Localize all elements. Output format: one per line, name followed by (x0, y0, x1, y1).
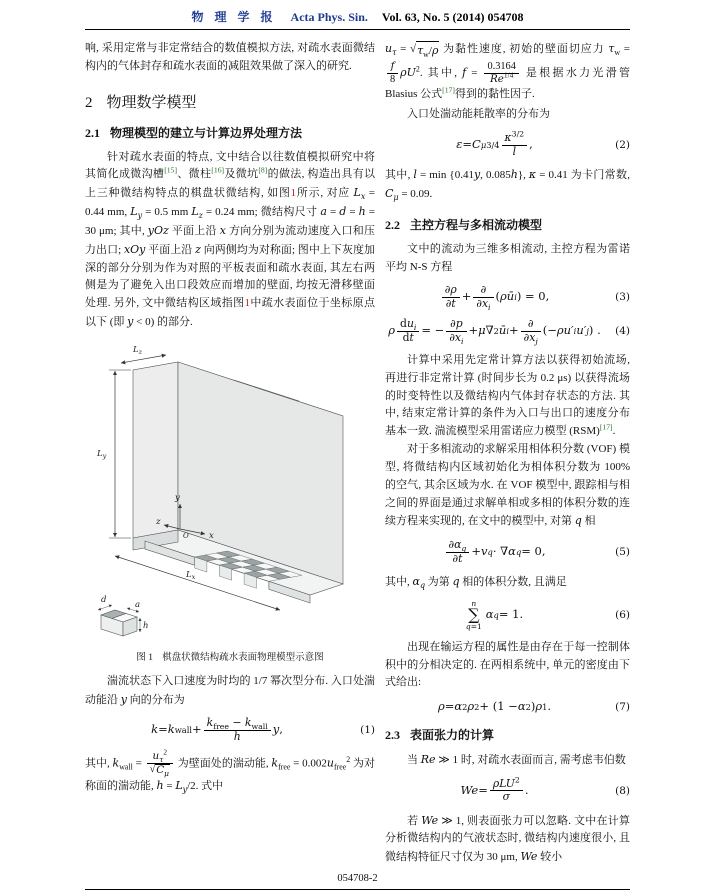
citation-ref[interactable]: [15] (164, 165, 178, 175)
unit-cell-detail (98, 605, 140, 636)
citation-ref[interactable]: [17] (442, 84, 455, 94)
paragraph-turbulence-inlet: 湍流状态下入口速度为时均的 1/7 幂次型分布. 入口处湍动能沿 y 向的分布为 (85, 674, 375, 706)
paragraph-steady-method: 计算中采用先定常计算方法以获得初始流场, 再进行非定常计算 (时间步长为 0.2 μs) 以获得流场的时变特性以及微结构内气体封存状态的方法. 其中, 结束定常计算的条件为入口与出口的速度分布基本一致. 湍流模型采用雷诺应力模型 (RSM)[17]. (385, 354, 630, 438)
figure-1-diagram (85, 344, 375, 642)
subsection-heading-2-2: 2.2 主控方程与多相流动模型 (385, 217, 543, 232)
equation-4: ρ $\frac{du_i}{dt}$ = − $\frac{\partial p}{\partial x_i}$ + μ ∇ 2 ū i + $\frac{\partial}{\partial x_j}$ (− ρu′ i u′ j ) . (4) (388, 317, 630, 346)
equation-1-number: (1) (360, 724, 375, 737)
origin-label: O (183, 531, 189, 540)
axis-z-label: z (156, 516, 161, 527)
figure-1 (85, 344, 375, 647)
svg-text:Lx: $L_x$ (186, 569, 196, 581)
cube-h-label: h (143, 620, 149, 631)
cube-a-label: a (135, 599, 141, 610)
svg-text:Ly: $L_y$ (97, 448, 107, 460)
equation-8-number: (8) (615, 784, 630, 797)
dimension-Ly (96, 370, 131, 538)
two-column-body (85, 40, 630, 867)
page-header (85, 8, 630, 30)
paragraph-kwall: 其中, $k_{wall}$ = $u_\tau^2$ √ $C_\mu$ 为壁面处的湍动能, $k_{free} = 0.002u_{free}^2$ 为对称面的湍动能, $h = L_y/2$. 式中 (85, 747, 375, 795)
equation-4-number: (4) (615, 325, 630, 338)
paragraph-alpha: 其中, $\alpha_q$ 为第 q 相的体积分数, 且满足 (385, 574, 567, 591)
paragraph-weber: 若 We ≫ 1, 则表面张力可以忽略. 文中在计算分析微结构内的气液状态时, 微结构内速度很小, 且微结构特征尺寸仅为 30 μm, We 较小 (385, 813, 631, 864)
axis-x-label: x (209, 530, 214, 541)
journal-issue-info: Vol. 63, No. 5 (2014) 054708 (381, 10, 524, 24)
paragraph-model-description: 针对疏水表面的特点, 文中结合以往数值模拟研究中将其简化成微沟槽[15]、微柱[16]及微坑[8]的做法, 构造出具有以上三种微结构特点的棋盘状微结构, 如图1所示, 对应 $L_x = 0.44$ mm, $L_y = 0.5$ mm $L_z = 0.24$ mm; 微结构尺寸 a = d = h = 30 μm; 其中, yOz 平面上沿 x 方向分别为流动速度入口和压力出口; xOy 平面上沿 z 向两侧均为对称面; 图中上下灰度加深的部分分别为作为对照的平板表面和疏水表面, 其左右两侧是为了避免入出口段效应而增加的壁面, 均按无滑移壁面处理. 另外, 文中微结构区域指图1中疏水表面位于坐标原点以下 (即 y < 0) 的部分. (85, 150, 376, 328)
citation-ref[interactable]: [8] (258, 165, 268, 175)
page-number: 054708-2 (337, 873, 378, 884)
journal-title-en: Acta Phys. Sin. (290, 10, 368, 24)
citation-ref[interactable]: [17] (599, 422, 613, 432)
figure-link[interactable]: 1 (244, 297, 250, 310)
inlet-face (133, 362, 178, 538)
page-footer (85, 873, 630, 890)
paragraph-density: 出现在输运方程的属性是由存在于每一控制体积中的分相决定的. 在两相系统中, 单元的密度由下式给出: (385, 640, 630, 689)
equation-3: $\frac{\partial\rho}{\partial t}$ + $\frac{\partial}{\partial x_i}$ ( ρū i ) = 0, (3) (385, 284, 630, 310)
right-column (385, 40, 630, 867)
equation-3-number: (3) (615, 291, 630, 304)
section-heading-2: 2 物理数学模型 (85, 94, 197, 111)
equation-6: n ∑ q=1 α q = 1. (6) (465, 598, 630, 632)
cube-d-label: d (101, 594, 107, 605)
figure-link[interactable]: 1 (290, 187, 297, 200)
equation-8: We = $\frac{\rho LU^2}{\sigma}$ . (8) (460, 775, 630, 804)
equation-1: k = k wall + $\frac{k_{free} - k_{wall}}{h}$ y , (1) (151, 716, 375, 743)
subsection-heading-2-3: 2.3 表面张力的计算 (385, 728, 495, 743)
paragraph-ns-intro: 文中的流动为三维多相流动, 主控方程为雷诺平均 N-S 方程 (385, 242, 630, 273)
paragraph-vof-model: 对于多相流动的求解采用相体积分数 (VOF) 模型, 将微结构内区域初始化为相体积分数为 100% 的空气, 其余区域为水. 在 VOF 模型中, 跟踪相与相之间的界面是通过求解单相或多相的体积分数的连续方程来实现的, 在文中的模型中, 对第 q 相 (385, 443, 630, 528)
axis-y-label: y (175, 492, 180, 503)
paragraph-utau: $u_\tau$ = √ $\tau_w/\rho$ 为黏性速度, 初始的壁面切应力 $\tau_w$ = $\frac{f}{8}$ $\rho U^2$. 其中, f = $\frac{0.3164}{Re^{1/4}}$ 是根据水力光滑管 Blasius 公式[17]得到的黏性因子. (385, 42, 631, 100)
left-column (85, 40, 375, 867)
equation-2-number: (2) (615, 139, 630, 152)
paragraph-intro: 响, 采用定常与非定常结合的数值模拟方法, 对疏水表面微结构内的气体封存和疏水表面的减阻效果做了深入的研究. (85, 42, 375, 72)
equation-7: ρ = α 2 ρ 2 + (1 − α 2 ) ρ 1 . (7) (437, 699, 630, 714)
citation-ref[interactable]: [16] (211, 165, 225, 175)
subsection-heading-2-1: 2.1 物理模型的建立与计算边界处理方法 (85, 125, 303, 140)
equation-5: $\frac{\partial\alpha_q}{\partial t}$ + v q · ∇ α q = 0, (5) (385, 539, 630, 565)
svg-text:Lz: $L_z$ (133, 344, 143, 356)
paragraph-dissipation-intro: 入口处湍动能耗散率的分布为 (407, 108, 550, 121)
paragraph-lmin: 其中, l = min {0.41y, 0.085h}, κ = 0.41 为卡门常数, $C_\mu = 0.09$. (385, 168, 631, 203)
figure-1-caption: 图 1 棋盘状微结构疏水表面物理模型示意图 (136, 652, 324, 663)
equation-5-number: (5) (615, 546, 630, 559)
dimension-Lz (121, 345, 166, 363)
paragraph-re: 当 Re ≫ 1 时, 对疏水表面而言, 需考虑韦伯数 (407, 753, 626, 767)
equation-6-number: (6) (615, 609, 630, 622)
equation-2: ε = C μ 3/4 $\frac{\kappa^{3/2}}{l}$ , (2) (456, 129, 630, 158)
journal-title-cn: 物 理 学 报 (191, 10, 277, 24)
equation-7-number: (7) (615, 701, 630, 714)
